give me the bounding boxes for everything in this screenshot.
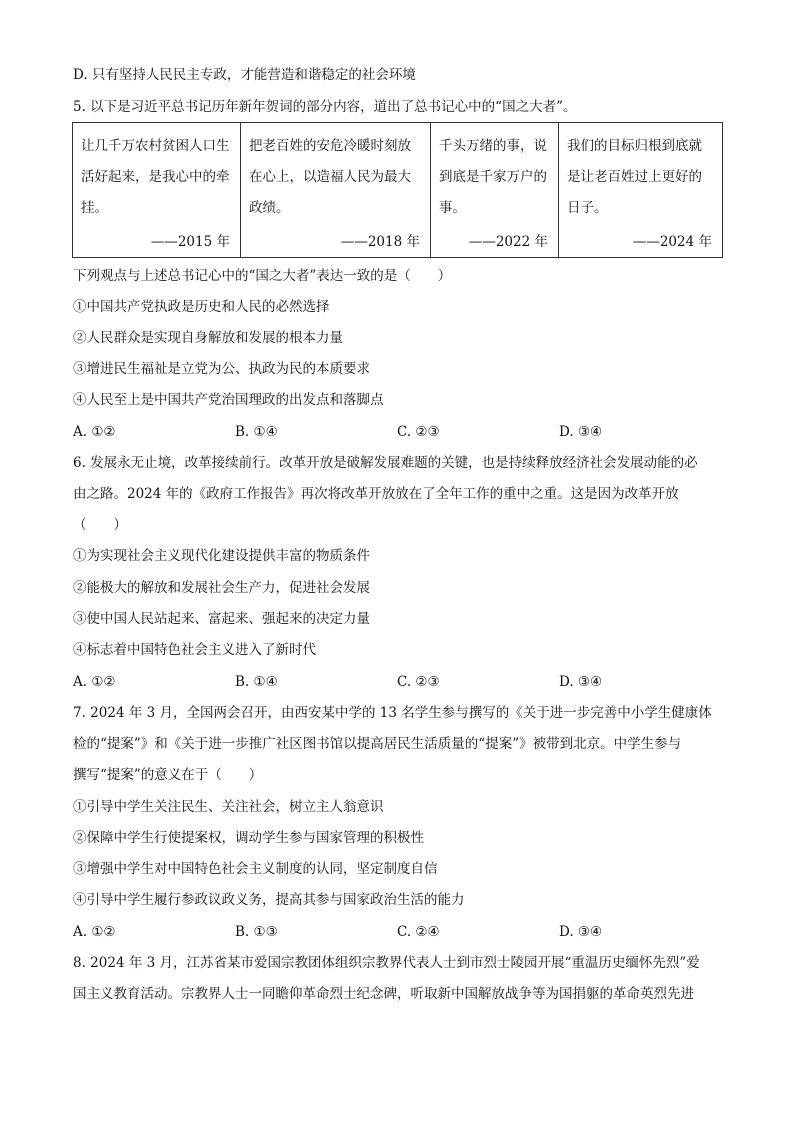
question-5-prompt: 下列观点与上述总书记心中的“国之大者”表达一致的是（ ）	[73, 268, 452, 284]
option-b[interactable]: B. ①④	[235, 424, 278, 440]
quote-cell-2018	[241, 123, 431, 258]
question-6-stem-line-1: 6. 发展永无止境，改革接续前行。改革开放是破解发展难题的关键，也是持续释放经济社会发展动能的必	[73, 455, 698, 471]
question-7-stem-line-1: 7. 2024 年 3 月，全国两会召开，由西安某中学的 13 名学生参与撰写的《关于进一步完善中小学生健康体	[73, 705, 712, 721]
question-5-options	[73, 422, 733, 442]
option-a[interactable]: A. ①②	[73, 424, 116, 440]
question-7-options	[73, 922, 733, 942]
question-7-statement-4: ④引导中学生履行参政议政义务，提高其参与国家政治生活的能力	[73, 892, 465, 908]
question-7-statement-2: ②保障中学生行使提案权，调动学生参与国家管理的积极性	[73, 830, 424, 846]
option-b[interactable]: B. ①③	[235, 924, 278, 940]
option-a[interactable]: A. ①②	[73, 924, 116, 940]
question-7-statement-3: ③增强中学生对中国特色社会主义制度的认同，坚定制度自信	[73, 861, 438, 877]
option-d[interactable]: D. ③④	[559, 924, 603, 940]
quote-cell-2015	[73, 123, 241, 258]
quote-text: 我们的目标归根到底就是让老百姓过上更好的日子。	[567, 138, 702, 216]
option-b[interactable]: B. ①④	[235, 674, 278, 690]
option-d[interactable]: D. ③④	[559, 674, 603, 690]
question-7-stem-line-3: 撰写“提案”的意义在于（ ）	[73, 767, 263, 783]
quote-cell-2022	[431, 123, 559, 258]
question-4-option-d: D. 只有坚持人民民主专政，才能营造和谐稳定的社会环境	[73, 67, 416, 83]
option-c[interactable]: C. ②③	[397, 424, 440, 440]
question-8-stem-line-2: 国主义教育活动。宗教界人士一同瞻仰革命烈士纪念碑，听取新中国解放战争等为国捐躯的革命英烈先进	[73, 986, 694, 1002]
question-8-stem-line-1: 8. 2024 年 3 月，江苏省某市爱国宗教团体组织宗教界代表人士到市烈士陵园开展“重温历史缅怀先烈”爱	[73, 955, 700, 971]
question-7-stem-line-2: 检的“提案”》和《关于进一步推广社区图书馆以提高居民生活质量的“提案”》被带到北京。中学生参与	[73, 736, 682, 752]
question-5-statement-2: ②人民群众是实现自身解放和发展的根本力量	[73, 330, 343, 346]
option-d[interactable]: D. ③④	[559, 424, 603, 440]
option-c[interactable]: C. ②③	[397, 674, 440, 690]
question-6-stem-line-3: （ ）	[73, 517, 127, 533]
question-6-statement-3: ③使中国人民站起来、富起来、强起来的决定力量	[73, 611, 370, 627]
question-6-statement-4: ④标志着中国特色社会主义进入了新时代	[73, 642, 316, 658]
question-6-stem-line-2: 由之路。2024 年的《政府工作报告》再次将改革开放放在了全年工作的重中之重。这是因为改革开放	[73, 486, 679, 502]
quote-text: 千头万绪的事，说到底是千家万户的事。	[439, 138, 547, 216]
quote-year: ——2015 年	[150, 234, 230, 250]
quote-cell-2024	[559, 123, 723, 258]
question-6-statement-2: ②能极大的解放和发展社会生产力，促进社会发展	[73, 580, 370, 596]
question-5-statement-1: ①中国共产党执政是历史和人民的必然选择	[73, 299, 330, 315]
question-7-statement-1: ①引导中学生关注民生、关注社会，树立主人翁意识	[73, 799, 384, 815]
question-5-stem: 5. 以下是习近平总书记历年新年贺词的部分内容，道出了总书记心中的“国之大者”。	[73, 99, 577, 115]
quote-year: ——2018 年	[340, 234, 420, 250]
option-c[interactable]: C. ②④	[397, 924, 440, 940]
question-5-statement-4: ④人民至上是中国共产党治国理政的出发点和落脚点	[73, 392, 384, 408]
quote-year: ——2022 年	[468, 234, 548, 250]
question-5-statement-3: ③增进民生福祉是立党为公、执政为民的本质要求	[73, 361, 370, 377]
quote-year: ——2024 年	[632, 234, 712, 250]
quote-text: 把老百姓的安危冷暖时刻放在心上，以造福人民为最大政绩。	[249, 138, 411, 216]
option-a[interactable]: A. ①②	[73, 674, 116, 690]
question-6-statement-1: ①为实现社会主义现代化建设提供丰富的物质条件	[73, 548, 370, 564]
question-6-options	[73, 672, 733, 692]
quotes-table	[72, 122, 723, 258]
quote-text: 让几千万农村贫困人口生活好起来，是我心中的牵挂。	[81, 138, 230, 216]
